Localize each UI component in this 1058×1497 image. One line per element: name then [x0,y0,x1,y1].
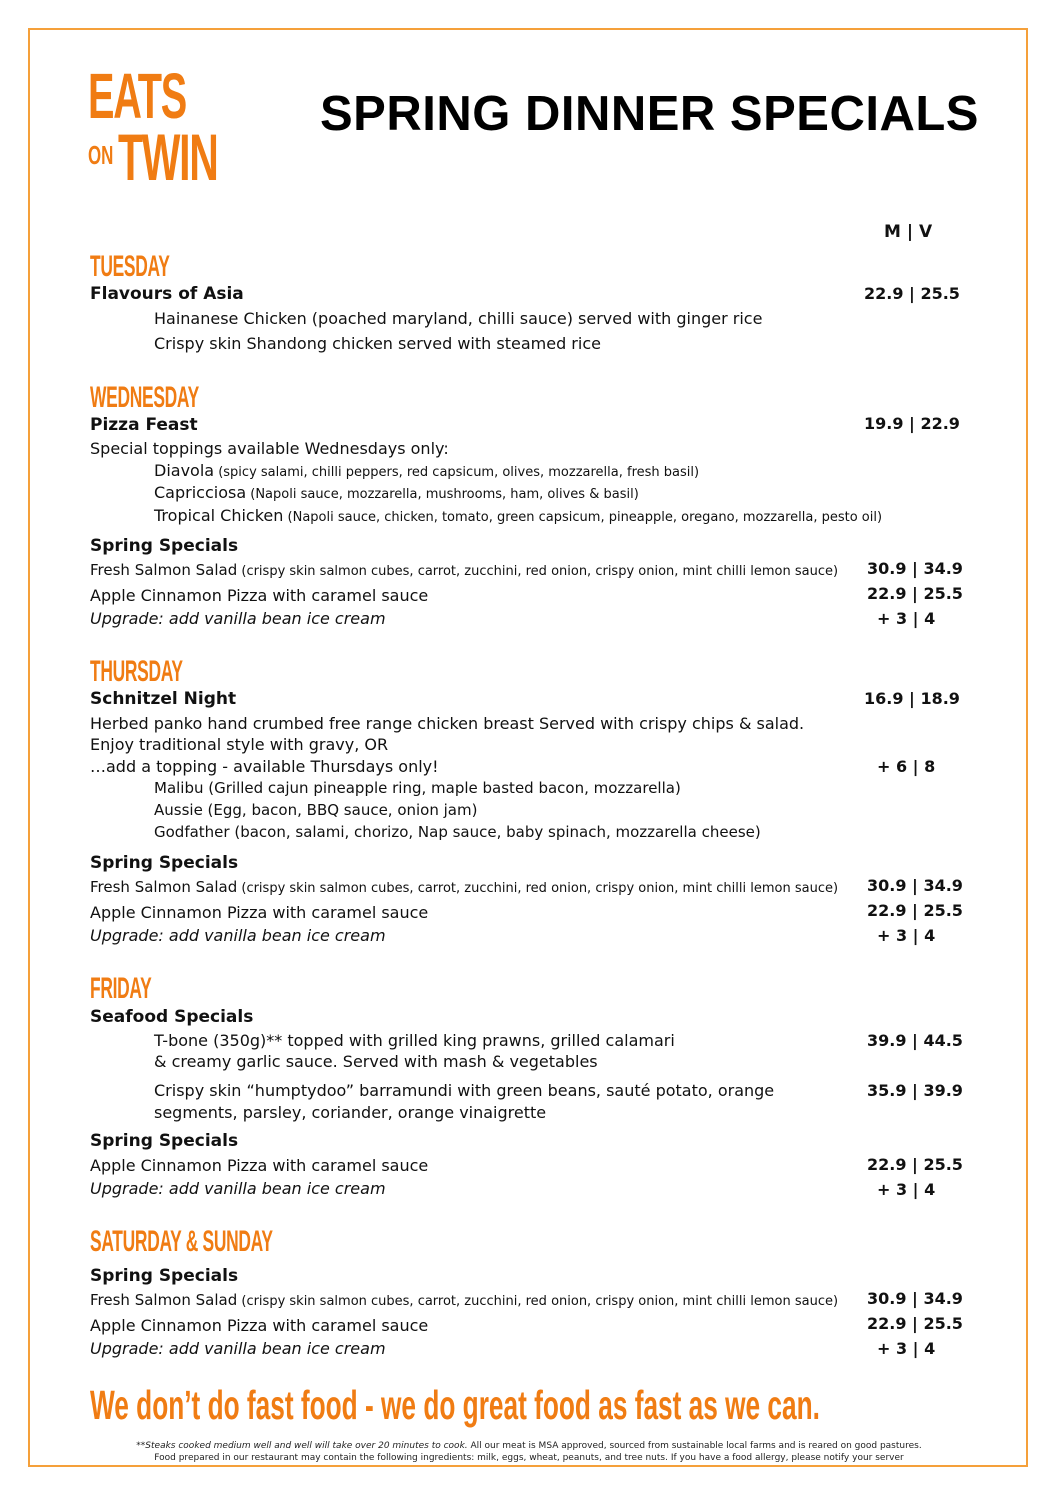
meat-note: All our meat is MSA approved, sourced from sustainable local farms and is reared on good pastures. [467,1441,922,1451]
friday-heading: FRIDAY [90,972,152,1005]
weekend-apple-pizza: Apple Cinnamon Pizza with caramel sauce [90,1316,429,1335]
slogan: We don’t do fast food - we do great food as fast as we can. [90,1382,820,1428]
topping-malibu: Malibu (Grilled cajun pineapple ring, maple basted bacon, mozzarella) [154,779,681,797]
friday-tbone-line2: & creamy garlic sauce. Served with mash & vegetables [154,1052,598,1071]
wednesday-price: 19.9 | 22.9 [864,414,960,433]
thursday-apple-pizza: Apple Cinnamon Pizza with caramel sauce [90,903,429,922]
weekend-apple-pizza-price: 22.9 | 25.5 [867,1314,963,1333]
topping-name: Tropical Chicken [154,506,284,525]
item-desc: (crispy skin salmon cubes, carrot, zucchini, red onion, crispy onion, mint chilli lemon sauce) [237,1294,839,1309]
item-name: Fresh Salmon Salad [90,561,238,579]
price-column-header: M | V [884,222,933,242]
weekend-heading: SATURDAY & SUNDAY [90,1225,273,1258]
weekend-salmon-price: 30.9 | 34.9 [867,1289,963,1308]
tuesday-item-shandong: Crispy skin Shandong chicken served with steamed rice [154,334,601,353]
friday-tbone-line1: T-bone (350g)** topped with grilled king prawns, grilled calamari [154,1031,675,1050]
thursday-topping-intro: …add a topping - available Thursdays only! [90,757,439,776]
wednesday-intro: Special toppings available Wednesdays only: [90,439,449,458]
weekend-spring-specials-heading: Spring Specials [90,1266,239,1286]
wednesday-apple-pizza-price: 22.9 | 25.5 [867,584,963,603]
topping-desc: (Napoli sauce, chicken, tomato, green capsicum, pineapple, oregano, mozzarella, pesto oil) [283,510,883,525]
wednesday-salmon-salad [90,561,838,579]
topping-desc: (spicy salami, chilli peppers, red capsicum, olives, mozzarella, fresh basil) [214,465,700,480]
friday-barramundi-line2: segments, parsley, coriander, orange vinaigrette [154,1103,547,1122]
thursday-special-title: Schnitzel Night [90,689,237,709]
topping-diavola [154,461,699,480]
topping-aussie: Aussie (Egg, bacon, BBQ sauce, onion jam) [154,801,478,819]
topping-capricciosa [154,483,639,502]
thursday-gravy-option: Enjoy traditional style with gravy, OR [90,735,389,754]
item-name: Fresh Salmon Salad [90,878,238,896]
wednesday-upgrade-price: + 3 | 4 [877,609,936,628]
thursday-salmon-price: 30.9 | 34.9 [867,876,963,895]
item-name: Fresh Salmon Salad [90,1291,238,1309]
wednesday-special-title: Pizza Feast [90,415,198,435]
friday-upgrade-price: + 3 | 4 [877,1180,936,1199]
thursday-topping-price: + 6 | 8 [877,757,936,776]
tuesday-special-title: Flavours of Asia [90,284,244,304]
thursday-apple-pizza-price: 22.9 | 25.5 [867,901,963,920]
friday-tbone-price: 39.9 | 44.5 [867,1031,963,1050]
item-desc: (crispy skin salmon cubes, carrot, zucchini, red onion, crispy onion, mint chilli lemon sauce) [237,564,839,579]
weekend-salmon-salad [90,1291,838,1309]
topping-desc: (Napoli sauce, mozzarella, mushrooms, ham, olives & basil) [246,487,639,502]
friday-barramundi-price: 35.9 | 39.9 [867,1081,963,1100]
thursday-price: 16.9 | 18.9 [864,689,960,708]
thursday-heading: THURSDAY [90,655,183,688]
tuesday-price: 22.9 | 25.5 [864,284,960,303]
thursday-description: Herbed panko hand crumbed free range chicken breast Served with crispy chips & salad. [90,714,805,733]
weekend-upgrade: Upgrade: add vanilla bean ice cream [90,1339,386,1358]
item-desc: (crispy skin salmon cubes, carrot, zucchini, red onion, crispy onion, mint chilli lemon sauce) [237,881,839,896]
friday-upgrade: Upgrade: add vanilla bean ice cream [90,1179,386,1198]
topping-godfather: Godfather (bacon, salami, chorizo, Nap sauce, baby spinach, mozzarella cheese) [154,823,761,841]
tuesday-item-hainanese: Hainanese Chicken (poached maryland, chilli sauce) served with ginger rice [154,309,763,328]
friday-apple-pizza-price: 22.9 | 25.5 [867,1155,963,1174]
wednesday-salmon-price: 30.9 | 34.9 [867,559,963,578]
footnote-line-1 [0,1441,1058,1451]
wednesday-upgrade: Upgrade: add vanilla bean ice cream [90,609,386,628]
logo-word-twin: TWIN [118,120,218,194]
thursday-upgrade: Upgrade: add vanilla bean ice cream [90,926,386,945]
thursday-spring-specials-heading: Spring Specials [90,853,239,873]
wednesday-spring-specials-heading: Spring Specials [90,536,239,556]
friday-spring-specials-heading: Spring Specials [90,1131,239,1151]
friday-apple-pizza: Apple Cinnamon Pizza with caramel sauce [90,1156,429,1175]
topping-name: Capricciosa [154,483,247,502]
weekend-upgrade-price: + 3 | 4 [877,1339,936,1358]
steak-note: **Steaks cooked medium well and well will take over 20 minutes to cook. [136,1441,468,1451]
topping-name: Diavola [154,461,215,480]
logo-word-on: ON [88,140,114,170]
wednesday-apple-pizza: Apple Cinnamon Pizza with caramel sauce [90,586,429,605]
friday-barramundi-line1: Crispy skin “humptydoo” barramundi with green beans, sauté potato, orange [154,1081,775,1100]
page-title: SPRING DINNER SPECIALS [320,87,979,141]
thursday-salmon-salad [90,878,838,896]
thursday-upgrade-price: + 3 | 4 [877,926,936,945]
logo-line-eats: EATS [88,60,186,132]
friday-special-title: Seafood Specials [90,1007,254,1027]
footnote-line-2: Food prepared in our restaurant may contain the following ingredients: milk, eggs, wheat, peanuts, and tree nuts. If you have a food allergy, please notify your server [154,1453,904,1463]
wednesday-heading: WEDNESDAY [90,381,199,414]
tuesday-heading: TUESDAY [90,250,170,283]
topping-tropical-chicken [154,506,882,525]
